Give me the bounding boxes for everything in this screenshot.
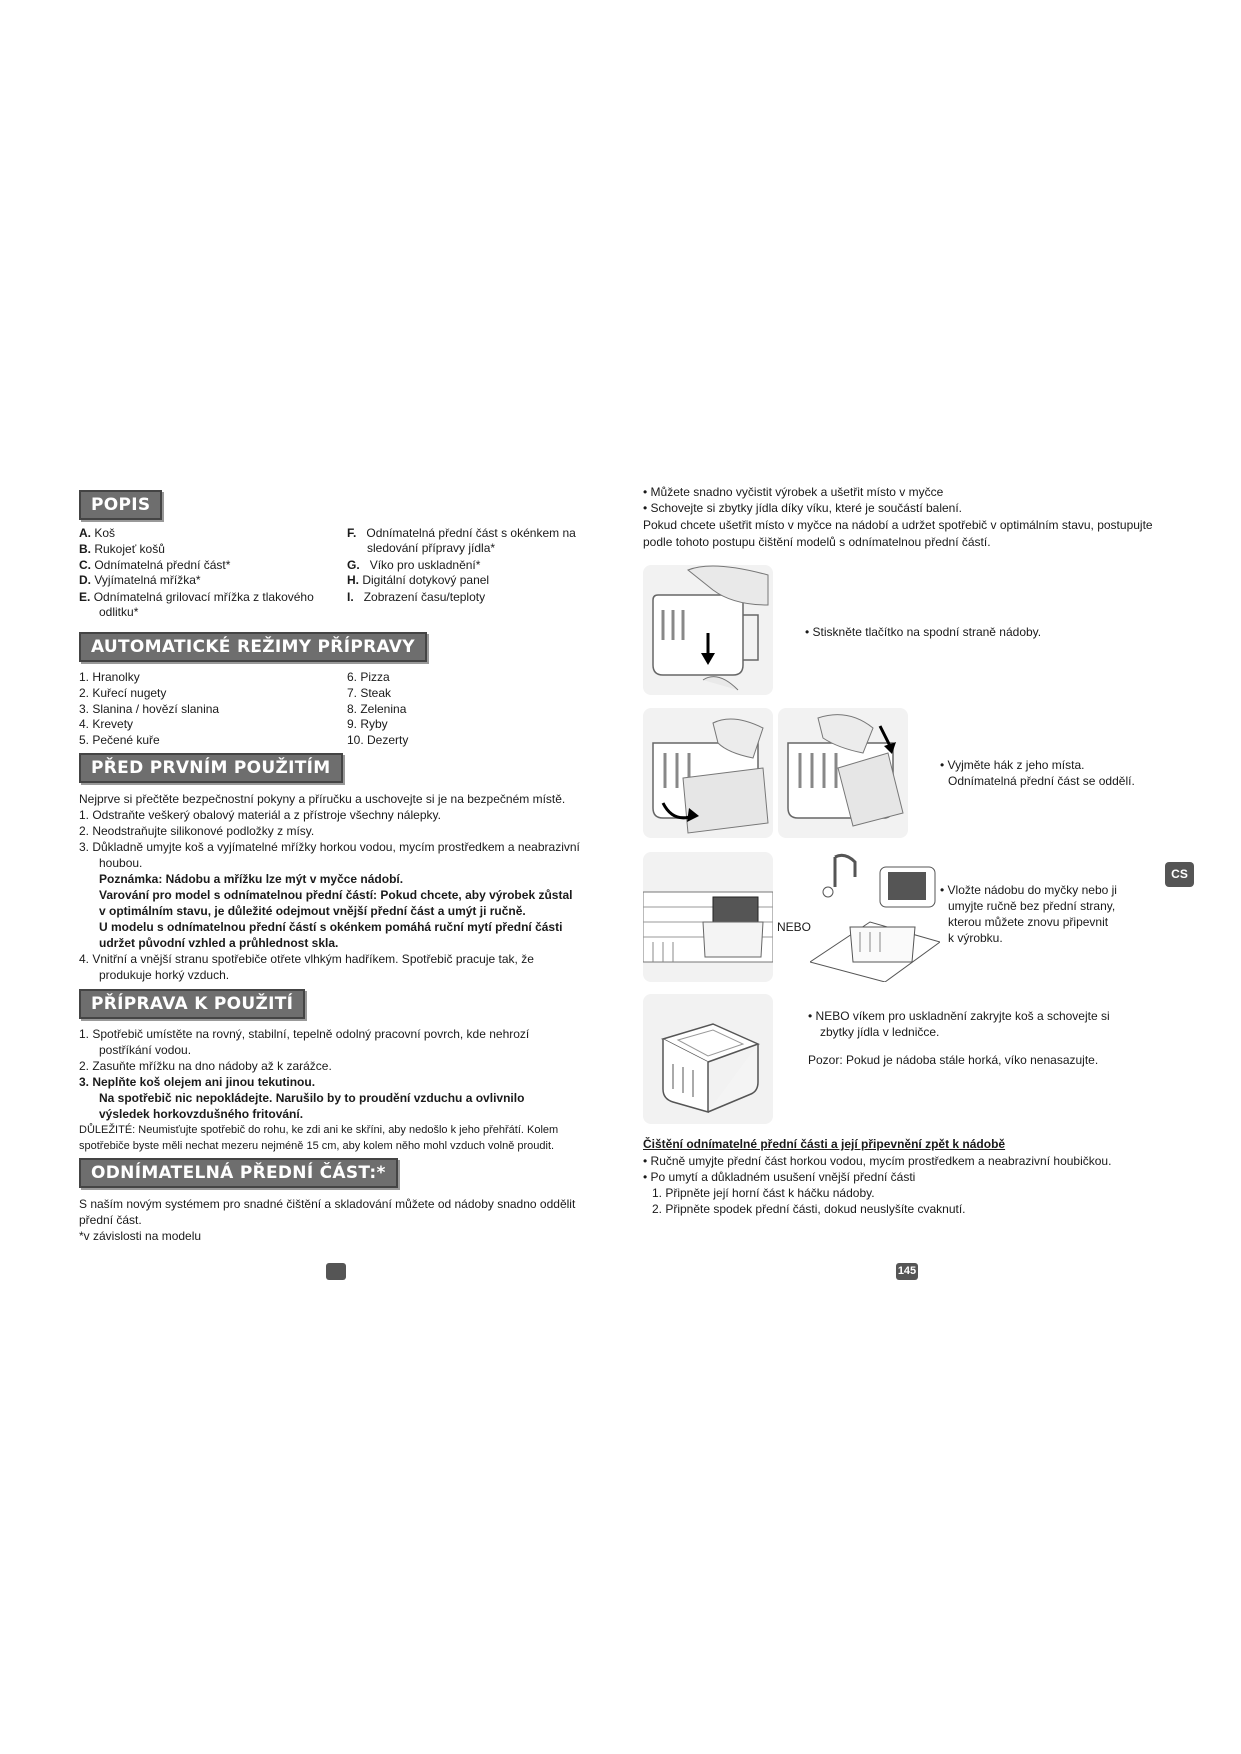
step-2: 2. Neodstraňujte silikonové podložky z mísy. <box>79 824 315 838</box>
body-text: podle tohoto postupu čištění modelů s odnímatelnou přední částí. <box>643 535 991 549</box>
step-1: 1. Odstraňte veškerý obalový materiál a z přístroje všechny nálepky. <box>79 808 441 822</box>
numbered-step: 1. Připněte její horní část k háčku nádoby. <box>652 1186 875 1200</box>
step-text: zbytky jídla v ledničce. <box>820 1025 940 1039</box>
step-3-warning: Na spotřebič nic nepokládejte. Narušilo by to proudění vzduchu a ovlivnilo <box>99 1091 525 1105</box>
bullet: • Můžete snadno vyčistit výrobek a ušetřit místo v myčce <box>643 485 944 499</box>
list-item: 8. Zelenina <box>347 702 407 716</box>
figure-sink-wash <box>810 852 940 982</box>
step-text: kterou můžete znovu připevnit <box>948 915 1109 929</box>
list-item: 6. Pizza <box>347 670 390 684</box>
body-text: Pokud chcete ušetřit místo v myčce na nádobí a udržet spotřebič v optimálním stavu, postupujte <box>643 518 1153 532</box>
list-item: 1. Hranolky <box>79 670 140 684</box>
step-text: • NEBO víkem pro uskladnění zakryjte koš a schovejte si <box>808 1009 1110 1023</box>
list-item: 3. Slanina / hovězí slanina <box>79 702 220 716</box>
step-2: 2. Zasuňte mřížku na dno nádoby až k zarážce. <box>79 1059 332 1073</box>
warning-line: Varování pro model s odnímatelnou přední částí: Pokud chcete, aby výrobek zůstal <box>99 888 573 902</box>
important-note: DŮLEŽITÉ: Neumisťujte spotřebič do rohu, ke zdi ani ke skříni, aby nedošlo k jeho přehřátí. Kolem <box>79 1124 559 1136</box>
figure-remove-hook-1 <box>643 708 773 838</box>
warning-line: U modelu s odnímatelnou přední částí s okénkem pomáhá ruční mytí přední části <box>99 920 563 934</box>
page-number-right: 145 <box>896 1263 918 1280</box>
list-item: B. Rukojeť košů <box>79 542 165 556</box>
list-item: 7. Steak <box>347 686 392 700</box>
section-header-preparation: PŘÍPRAVA K POUŽITÍ <box>79 989 305 1019</box>
step-text: • Vložte nádobu do myčky nebo ji <box>940 883 1117 897</box>
language-tab: CS <box>1165 862 1194 887</box>
footnote: *v závislosti na modelu <box>79 1229 202 1243</box>
figure-storage-lid <box>643 994 773 1124</box>
step-text: Odnímatelná přední část se oddělí. <box>948 774 1135 788</box>
step-1: 1. Spotřebič umístěte na rovný, stabilní, tepelně odolný pracovní povrch, kde nehrozí <box>79 1027 530 1041</box>
step-text: • Vyjměte hák z jeho místa. <box>940 758 1085 772</box>
list-item: H. Digitální dotykový panel <box>347 573 490 587</box>
list-item: G. Víko pro uskladnění* <box>347 558 481 572</box>
warning-line: v optimálním stavu, je důležité odejmout vnější přední část a umýt ji ručně. <box>99 904 526 918</box>
step-text: • Stiskněte tlačítko na spodní straně nádoby. <box>805 625 1042 639</box>
section-header-auto-modes: AUTOMATICKÉ REŽIMY PŘÍPRAVY <box>79 632 427 662</box>
list-item: E. Odnímatelná grilovací mřížka z tlakového odlitku* <box>79 590 314 619</box>
numbered-step: 2. Připněte spodek přední části, dokud neuslyšíte cvaknutí. <box>652 1202 966 1216</box>
step-text: umyjte ručně bez přední strany, <box>948 899 1116 913</box>
step-3: 3. Důkladně umyjte koš a vyjímatelné mřížky horkou vodou, mycím prostředkem a neabrazivní <box>79 840 580 854</box>
step-4-cont: produkuje horký vzduch. <box>99 968 230 982</box>
cleaning-title: Čištění odnímatelné přední části a její připevnění zpět k nádobě <box>643 1137 1006 1151</box>
step-4: 4. Vnitřní a vnější stranu spotřebiče otřete vlhkým hadříkem. Spotřebič pracuje tak, že <box>79 952 534 966</box>
list-item: D. Vyjímatelná mřížka* <box>79 573 201 587</box>
page-number-left <box>326 1263 346 1280</box>
step-text: k výrobku. <box>948 931 1003 945</box>
step-3-warning: výsledek horkovzdušného fritování. <box>99 1107 304 1121</box>
body-text: S naším novým systémem pro snadné čištění a skladování můžete od nádoby snadno oddělit <box>79 1197 576 1211</box>
bullet: • Po umytí a důkladném usušení vnější přední části <box>643 1170 916 1184</box>
step-3: 3. Neplňte koš olejem ani jinou tekutinou. <box>79 1075 316 1089</box>
note-dishwasher: Poznámka: Nádobu a mřížku lze mýt v myčce nádobí. <box>99 872 404 886</box>
list-item: F. Odnímatelná přední část s okénkem na sledování přípravy jídla* <box>347 526 576 555</box>
warning-line: udržet původní vzhled a průhlednost skla. <box>99 936 339 950</box>
list-item: 10. Dezerty <box>347 733 409 747</box>
list-item: C. Odnímatelná přední část* <box>79 558 231 572</box>
step-1-cont: postříkání vodou. <box>99 1043 192 1057</box>
list-item: A. Koš <box>79 526 116 540</box>
important-note: spotřebiče byste měli nechat mezeru nejméně 15 cm, aby kolem něho mohl vzduch volně proudit. <box>79 1140 555 1152</box>
bullet: • Ručně umyjte přední část horkou vodou, mycím prostředkem a neabrazivní houbičkou. <box>643 1154 1112 1168</box>
list-item: 9. Ryby <box>347 717 388 731</box>
figure-press-button <box>643 565 773 695</box>
list-item: 4. Krevety <box>79 717 134 731</box>
section-header-popis: POPIS <box>79 490 162 520</box>
body-text: přední část. <box>79 1213 142 1227</box>
or-label: NEBO <box>777 920 812 934</box>
list-item: I. Zobrazení času/teploty <box>347 590 486 604</box>
section-header-removable-front: ODNÍMATELNÁ PŘEDNÍ ČÁST:* <box>79 1158 398 1188</box>
list-item: 2. Kuřecí nugety <box>79 686 167 700</box>
intro-text: Nejprve si přečtěte bezpečnostní pokyny a příručku a uschovejte si je na bezpečném místě. <box>79 792 566 806</box>
bullet: • Schovejte si zbytky jídla díky víku, které je součástí balení. <box>643 501 963 515</box>
figure-remove-hook-2 <box>778 708 908 838</box>
list-item: 5. Pečené kuře <box>79 733 160 747</box>
figure-dishwasher <box>643 852 773 982</box>
step-3-cont: houbou. <box>99 856 143 870</box>
caution-text: Pozor: Pokud je nádoba stále horká, víko nenasazujte. <box>808 1053 1099 1067</box>
section-header-before-first-use: PŘED PRVNÍM POUŽITÍM <box>79 753 343 783</box>
